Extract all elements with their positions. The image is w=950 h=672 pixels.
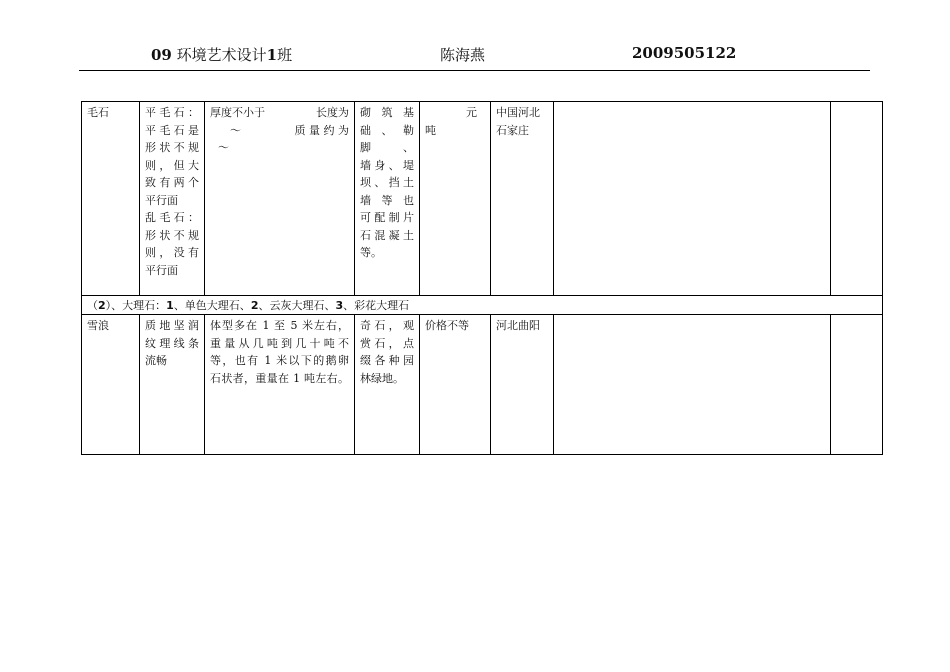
cell-spec [205,102,355,296]
desc-line: 形状不规 [145,141,199,154]
desc-line: 则，但大 [145,158,199,172]
cell-empty [554,102,831,296]
class-number: 09 [151,46,172,64]
spec-line: 厚度不小于 长度为 [210,106,349,119]
page-header [0,44,950,68]
student-id: 2009505122 [632,44,737,62]
spec-line: 重量从几吨到几十吨不 [210,336,349,350]
desc-line: 质地坚润 [145,319,199,332]
table-row-xuelang [82,315,883,455]
usage-line: 林绿地。 [360,371,404,385]
cell-name [82,102,140,296]
desc-line: 平行面 [145,193,178,207]
cell-price [420,315,491,455]
class-suffix: 班 [277,46,293,64]
table-row-maoshi [82,102,883,296]
spec-line: 石状者，重量在 1 吨左右。 [210,371,349,385]
desc-line: 平毛石是 [145,123,199,137]
desc-line: 纹理线条 [145,336,199,350]
origin-line: 石家庄 [496,123,529,137]
cell-origin [491,102,554,296]
desc-line: 乱毛石： [145,211,199,224]
usage-line: 缀各种园 [360,354,414,367]
spec-line: ～ 质 量 约 为 [230,123,349,137]
cell-usage [355,102,420,296]
header-rule [79,70,870,71]
desc-line: 形状不规 [145,228,199,242]
usage-line: 砌 筑 基 [360,106,414,119]
student-name: 陈海燕 [440,46,486,64]
cell-description [140,102,205,296]
class-name: 环境艺术设计 [176,46,267,64]
usage-line: 坝、挡土 [360,176,414,189]
cell-name [82,315,140,455]
price-unit: 吨 [425,123,436,137]
usage-line: 等。 [360,246,382,259]
class-label [151,44,292,65]
usage-line: 墙身、堤 [360,158,414,172]
origin-line: 中国河北 [496,106,540,119]
spec-line: 等，也有 1 米以下的鹅卵 [210,354,349,367]
usage-line: 可配制片 [360,211,414,224]
desc-line: 流畅 [145,354,167,367]
section-heading: （2）、大理石：1、单色大理石、2、云灰大理石、3、彩花大理石 [82,296,883,315]
price-text: 价格不等 [425,319,469,332]
usage-line: 础、勒脚、 [360,123,414,154]
usage-line: 墙 等 也 [360,193,414,207]
cell-empty [831,315,883,455]
spec-line: 体型多在 1 至 5 米左右， [210,319,349,332]
desc-line: 则，没有 [145,246,199,259]
usage-line: 赏石，点 [360,336,414,350]
desc-line: 平行面 [145,263,178,277]
cell-spec [205,315,355,455]
spec-line: ～ [218,141,229,154]
stone-table [81,101,883,455]
cell-empty [831,102,883,296]
price-unit: 元 [466,106,477,119]
desc-line: 致有两个 [145,176,199,189]
cell-price [420,102,491,296]
cell-usage [355,315,420,455]
stone-name: 雪浪 [87,319,109,332]
table-row-section [82,296,883,315]
stone-name: 毛石 [87,106,109,119]
cell-description [140,315,205,455]
class-suffix-number: 1 [266,46,278,64]
usage-line: 奇石，观 [360,319,414,332]
usage-line: 石混凝土 [360,228,414,242]
cell-empty [554,315,831,455]
desc-line: 平毛石： [145,106,199,119]
origin-text: 河北曲阳 [496,319,540,332]
cell-origin [491,315,554,455]
